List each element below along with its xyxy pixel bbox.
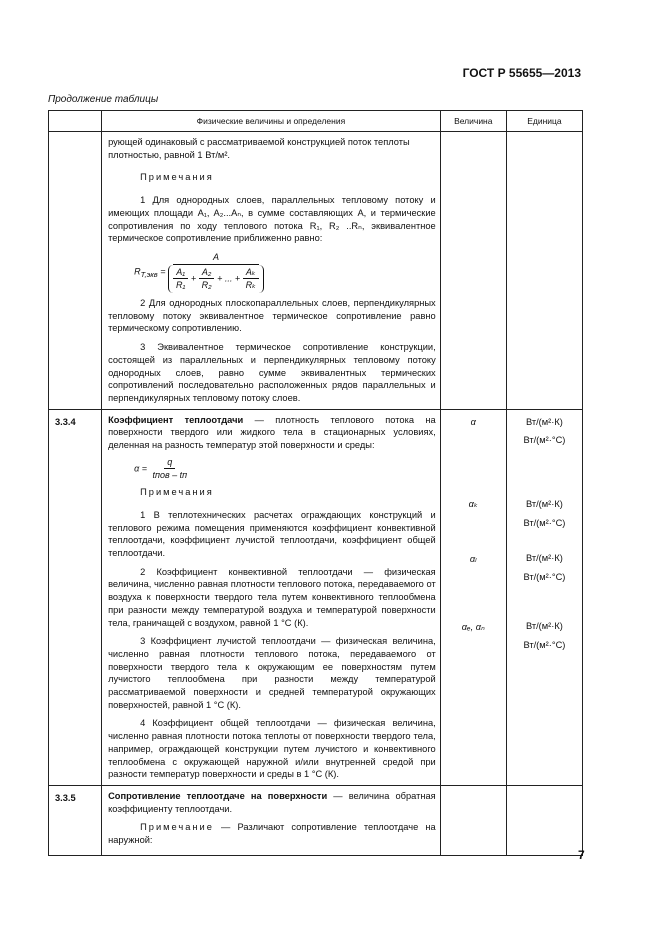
unit-k: Вт/(м²·К) bbox=[525, 620, 563, 631]
definitions-table bbox=[48, 110, 583, 856]
unit-c: Вт/(м²·°С) bbox=[523, 517, 566, 528]
definition-text: — величина обратная коэффициенту теплоотдачи. bbox=[108, 790, 436, 814]
row-definition bbox=[102, 409, 441, 785]
table-row bbox=[49, 132, 583, 410]
frac-ak: Aₖ bbox=[243, 266, 259, 280]
text-line: рующей одинаковый с рассматриваемой конструкцией поток теплоты bbox=[108, 137, 410, 147]
unit-c: Вт/(м²·°С) bbox=[523, 572, 566, 583]
row-definition bbox=[102, 785, 441, 855]
formula-fraction bbox=[150, 456, 191, 482]
formula-equivalent-resistance bbox=[108, 251, 436, 293]
row-unit bbox=[506, 132, 582, 410]
formula-denominator: tпов – tп bbox=[152, 470, 188, 481]
plus-sign: + bbox=[190, 273, 197, 284]
note-text: — Различают сопротивление теплоотдаче на наружной: bbox=[108, 822, 436, 846]
definition-text: — плотность теплового потока на поверхности твердого или жидкого тела в стационарных условиях, деленная на разность температур этой поверхности и среды: bbox=[108, 414, 436, 451]
unit-c: Вт/(м²·°С) bbox=[523, 435, 566, 446]
frac-rk: Rₖ bbox=[245, 280, 256, 291]
table-row bbox=[49, 409, 583, 785]
formula-lhs: α = bbox=[134, 463, 147, 474]
frac-r2: R₂ bbox=[201, 280, 212, 291]
formula-numerator: A bbox=[173, 251, 259, 265]
frac-a2: A₂ bbox=[199, 266, 214, 280]
document-code: ГОСТ Р 55655—2013 bbox=[462, 66, 581, 80]
table-header-row bbox=[49, 111, 583, 132]
quantity-alpha-e-n: αₑ, αₙ bbox=[461, 621, 485, 632]
unit-k: Вт/(м²·К) bbox=[525, 553, 563, 564]
row-unit bbox=[506, 785, 582, 855]
formula-numerator: q bbox=[164, 456, 175, 470]
text-line: плотностью, равной 1 Вт/м². bbox=[108, 149, 230, 160]
note-4: 4 Коэффициент общей теплоотдачи — физическая величина, численно равная плотности потока теплоты от поверхности твердого тела, например, ограждающей конструкции путем лучистого и конвективного теплообмена с окружающей наружной и/или внутренней средой при разности температур поверхности и среды в 1 °С (К). bbox=[108, 718, 436, 780]
row-quantity bbox=[440, 409, 506, 785]
unit-k: Вт/(м²·К) bbox=[525, 416, 563, 427]
note-3: 3 Эквивалентное термическое сопротивление конструкции, состоящей из параллельных и перпендикулярных тепловому потоку однородных слоев, равно сумме эквивалентных термических сопротивлений последовательно расположенных рядов параллельных и перпендикулярных тепловому потоку слоев. bbox=[108, 342, 436, 403]
term: Сопротивление теплоотдаче на поверхности bbox=[108, 790, 328, 801]
row-unit bbox=[506, 409, 582, 785]
note-3: 3 Коэффициент лучистой теплоотдачи — физическая величина, численно равная плотности теплового потока, передаваемого от поверхности твердого тела к окружающим ее поверхностям путем лучистого теплообмена при разности между температурой рассматриваемой поверхности и средней температурой окружающих поверхностей, равной 1 °С (К). bbox=[108, 636, 436, 710]
frac-r1: R₁ bbox=[176, 280, 186, 291]
notes-heading: Примечания bbox=[140, 487, 214, 498]
frac-a1: A₁ bbox=[173, 266, 188, 280]
formula-alpha bbox=[108, 456, 436, 482]
header-unit: Единица bbox=[506, 111, 582, 132]
note-1: 1 Для однородных слоев, параллельных тепловому потоку и имеющих площади A₁, A₂...Aₙ, в сумме составляющих A, и термические сопротивления по ходу теплового потока R₁, R₂ ..Rₙ, эквивалентное термическое сопротивление приближенно равно: bbox=[108, 195, 436, 244]
note-label: Примечание bbox=[140, 822, 214, 833]
row-quantity bbox=[440, 132, 506, 410]
row-number: 3.3.4 bbox=[49, 409, 102, 785]
unit-k: Вт/(м²·К) bbox=[525, 499, 563, 510]
quantity-alpha: α bbox=[470, 416, 476, 427]
table-continuation-label: Продолжение таблицы bbox=[48, 94, 159, 105]
formula-denominator bbox=[168, 265, 264, 293]
header-definitions: Физические величины и определения bbox=[102, 111, 441, 132]
row-number: 3.3.5 bbox=[49, 785, 102, 855]
notes-heading: Примечания bbox=[140, 172, 214, 183]
quantity-alpha-k: αₖ bbox=[468, 499, 478, 510]
note-1: 1 В теплотехнических расчетах ограждающих конструкций и теплового режима помещения применяются коэффициент конвективной теплоотдачи, коэффициент лучистой теплоотдачи, коэффициент общей теплоотдачи. bbox=[108, 509, 436, 558]
formula-lhs: R bbox=[134, 266, 141, 277]
formula-fraction bbox=[168, 251, 264, 293]
plus-dots: + ... + bbox=[217, 273, 241, 284]
quantity-alpha-l: αₗ bbox=[469, 554, 477, 565]
note-2: 2 Для однородных плоскопараллельных слоев, перпендикулярных тепловому потоку эквивалентное термическое сопротивление равно термическому сопротивлению. bbox=[108, 298, 436, 334]
page-number: 7 bbox=[578, 848, 585, 862]
formula-equals: = bbox=[160, 266, 166, 277]
header-number bbox=[49, 111, 102, 132]
note-2: 2 Коэффициент конвективной теплоотдачи — физическая величина, численно равная плотности теплового потока, передаваемого от воздуха к поверхности твердого тела путем конвективного теплообмена при разности между температурой воздуха и температурой поверхности тела, граничащей с воздухом, равной 1 °С (К). bbox=[108, 566, 436, 628]
row-definition bbox=[102, 132, 441, 410]
row-quantity bbox=[440, 785, 506, 855]
term: Коэффициент теплоотдачи bbox=[108, 414, 244, 425]
row-number bbox=[49, 132, 102, 410]
table-row bbox=[49, 785, 583, 855]
formula-subscript: T,экв bbox=[140, 270, 158, 280]
header-quantity: Величина bbox=[440, 111, 506, 132]
unit-c: Вт/(м²·°С) bbox=[523, 639, 566, 650]
